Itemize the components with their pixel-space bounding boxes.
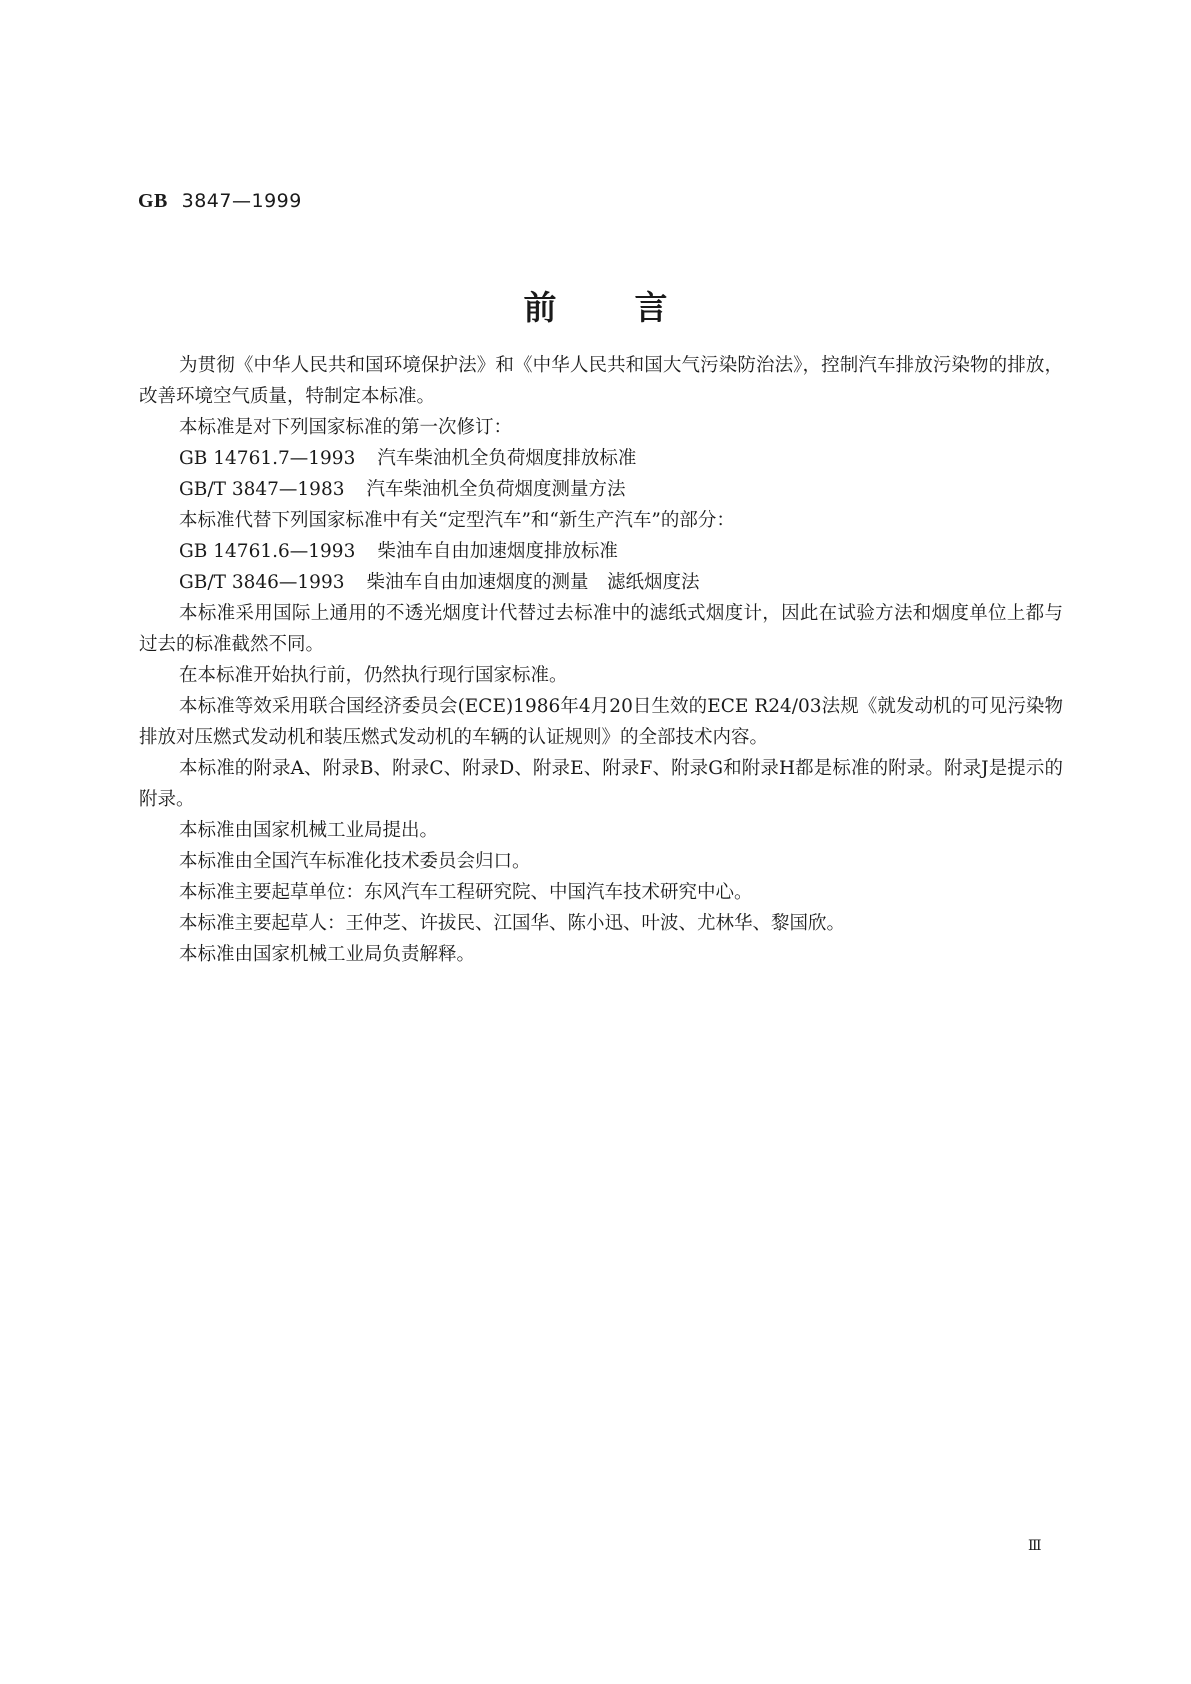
standard-reference [139,536,1063,567]
paragraph: 本标准主要起草人：王仲芝、许拔民、江国华、陈小迅、叶波、尤林华、黎国欣。 [179,913,846,934]
standard-code: GB/T 3846—1993 [179,572,345,593]
paragraph: 本标准由全国汽车标准化技术委员会归口。 [179,851,531,872]
document-header [138,188,302,213]
document-body [139,350,1063,970]
standard-prefix: GB [138,190,168,212]
paragraph: 为贯彻《中华人民共和国环境保护法》和《中华人民共和国大气污染防治法》，控制汽车排放污染物的排放，改善环境空气质量，特制定本标准。 [139,355,1063,407]
paragraph: 本标准是对下列国家标准的第一次修订： [179,417,513,438]
standard-code: GB/T 3847—1983 [179,479,345,500]
page-number: Ⅲ [1028,1538,1042,1554]
standard-number: 3847—1999 [181,190,302,212]
standard-reference [139,443,1063,474]
paragraph: 本标准等效采用联合国经济委员会(ECE)1986年4月20日生效的ECE R24/03法规《就发动机的可见污染物排放对压燃式发动机和装压燃式发动机的车辆的认证规则》的全部技术内容。 [139,696,1063,748]
standard-name: 柴油车自由加速烟度排放标准 [377,541,618,562]
paragraph: 本标准的附录A、附录B、附录C、附录D、附录E、附录F、附录G和附录H都是标准的附录。附录J是提示的附录。 [139,758,1063,810]
page-title: 前言 [523,288,746,327]
paragraph: 本标准代替下列国家标准中有关“定型汽车”和“新生产汽车”的部分： [179,510,735,531]
paragraph: 本标准采用国际上通用的不透光烟度计代替过去标准中的滤纸式烟度计，因此在试验方法和烟度单位上都与过去的标准截然不同。 [139,603,1063,655]
standard-name: 汽车柴油机全负荷烟度测量方法 [366,479,626,500]
standard-code: GB 14761.6—1993 [179,541,356,562]
paragraph: 在本标准开始执行前，仍然执行现行国家标准。 [179,665,568,686]
paragraph: 本标准由国家机械工业局提出。 [179,820,439,841]
standard-name: 汽车柴油机全负荷烟度排放标准 [377,448,637,469]
standard-reference [139,567,1063,598]
paragraph: 本标准由国家机械工业局负责解释。 [179,944,476,965]
standard-code: GB 14761.7—1993 [179,448,356,469]
paragraph: 本标准主要起草单位：东风汽车工程研究院、中国汽车技术研究中心。 [179,882,753,903]
standard-reference [139,474,1063,505]
standard-name: 柴油车自由加速烟度的测量 滤纸烟度法 [366,572,700,593]
